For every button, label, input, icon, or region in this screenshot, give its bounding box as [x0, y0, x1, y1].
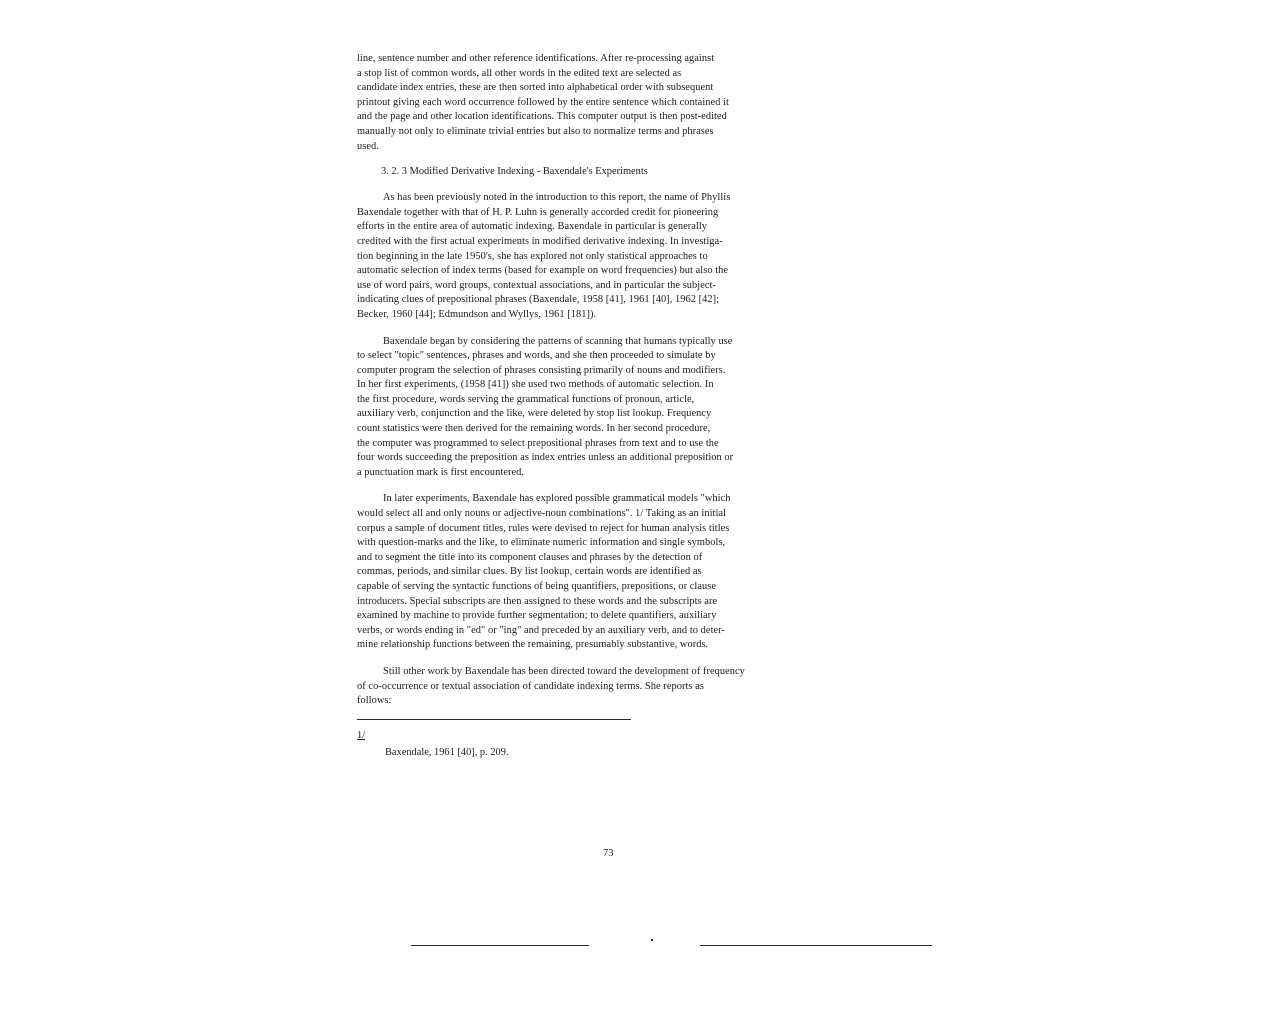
text-line: examined by machine to provide further segmentation; to delete quantifiers, auxiliary — [357, 610, 717, 622]
text-line: corpus a sample of document titles, rules were devised to reject for human analysis titles — [357, 522, 730, 534]
intro-paragraph — [357, 52, 873, 154]
paragraph-3 — [357, 492, 873, 653]
page-number: 73 — [603, 848, 614, 859]
text-line: with question-marks and the like, to eliminate numeric information and single symbols, — [357, 537, 726, 549]
scan-speck — [651, 939, 653, 941]
text-line: line, sentence number and other reference identifications. After re-processing against — [357, 53, 715, 64]
text-line: Baxendale together with that of H. P. Luhn is generally accorded credit for pioneering — [357, 206, 719, 218]
text-line: In her first experiments, (1958 [41]) she used two methods of automatic selection. In — [357, 379, 714, 391]
text-line: follows: — [357, 695, 392, 707]
text-line: a stop list of common words, all other words in the edited text are selected as — [357, 67, 682, 79]
text-line: the first procedure, words serving the grammatical functions of pronoun, article, — [357, 393, 695, 405]
scan-edge-line-left — [411, 945, 589, 946]
text-line: auxiliary verb, conjunction and the like, were deleted by stop list lookup. Frequency — [357, 408, 712, 420]
text-line: Becker, 1960 [44]; Edmundson and Wyllys, 1961 [181]). — [357, 308, 597, 320]
text-line: In later experiments, Baxendale has explored possible grammatical models "which — [383, 493, 731, 505]
text-line: indicating clues of prepositional phrases (Baxendale, 1958 [41], 1961 [40], 1962 [42]; — [357, 294, 720, 306]
text-line: commas, periods, and similar clues. By list lookup, certain words are identified as — [357, 566, 702, 578]
text-line: the computer was programmed to select prepositional phrases from text and to use the — [357, 437, 719, 449]
paragraph-4 — [357, 665, 873, 709]
text-line: printout giving each word occurrence followed by the entire sentence which contained it — [357, 96, 729, 108]
text-line: used. — [357, 140, 379, 152]
text-line: a punctuation mark is first encountered. — [357, 466, 525, 478]
text-line: As has been previously noted in the introduction to this report, the name of Phyllis — [383, 192, 731, 204]
text-line: count statistics were then derived for the remaining words. In her second procedure, — [357, 423, 711, 435]
text-line: efforts in the entire area of automatic indexing. Baxendale in particular is generally — [357, 221, 708, 233]
text-line: candidate index entries, these are then sorted into alphabetical order with subsequent — [357, 82, 714, 94]
footnote-marker: 1/ — [357, 729, 366, 741]
text-line: would select all and only nouns or adjective-noun combinations". 1/ Taking as an initial — [357, 508, 727, 520]
text-line: Still other work by Baxendale has been directed toward the development of frequency — [383, 665, 745, 677]
paragraph-2 — [357, 335, 873, 481]
text-line: mine relationship functions between the remaining, presumably substantive, words. — [357, 639, 709, 651]
text-line: four words succeeding the preposition as index entries unless an additional preposition or — [357, 452, 734, 464]
text-line: introducers. Special subscripts are then assigned to these words and the subscripts are — [357, 595, 718, 607]
text-line: capable of serving the syntactic functions of being quantifiers, prepositions, or clause — [357, 581, 717, 592]
text-line: to select "topic" sentences, phrases and words, and she then proceeded to simulate by — [357, 350, 716, 362]
text-line: use of word pairs, word groups, contextual associations, and in particular the subject- — [357, 279, 716, 291]
footnote-text: Baxendale, 1961 [40], p. 209. — [385, 746, 509, 758]
document-page — [357, 52, 873, 760]
text-line: tion beginning in the late 1950's, she has explored not only statistical approaches to — [357, 250, 708, 262]
scan-edge-line-right — [700, 945, 932, 946]
text-line: of co-occurrence or textual association of candidate indexing terms. She reports as — [357, 680, 704, 692]
text-line: Baxendale began by considering the patterns of scanning that humans typically use — [383, 335, 733, 347]
text-line: credited with the first actual experiments in modified derivative indexing. In investiga- — [357, 235, 723, 247]
text-line: computer program the selection of phrases consisting primarily of nouns and modifiers. — [357, 364, 726, 376]
paragraph-1 — [357, 191, 873, 322]
text-line: and to segment the title into its component clauses and phrases by the detection of — [357, 551, 703, 563]
footnote-separator — [357, 719, 631, 720]
text-line: verbs, or words ending in "ed" or "ing" and preceded by an auxiliary verb, and to deter- — [357, 624, 725, 636]
section-heading: 3. 2. 3 Modified Derivative Indexing - Baxendale's Experiments — [381, 166, 648, 178]
text-line: manually not only to eliminate trivial entries but also to normalize terms and phrases — [357, 125, 714, 137]
text-line: automatic selection of index terms (based for example on word frequencies) but also the — [357, 265, 729, 277]
text-line: and the page and other location identifications. This computer output is then post-edited — [357, 111, 727, 123]
